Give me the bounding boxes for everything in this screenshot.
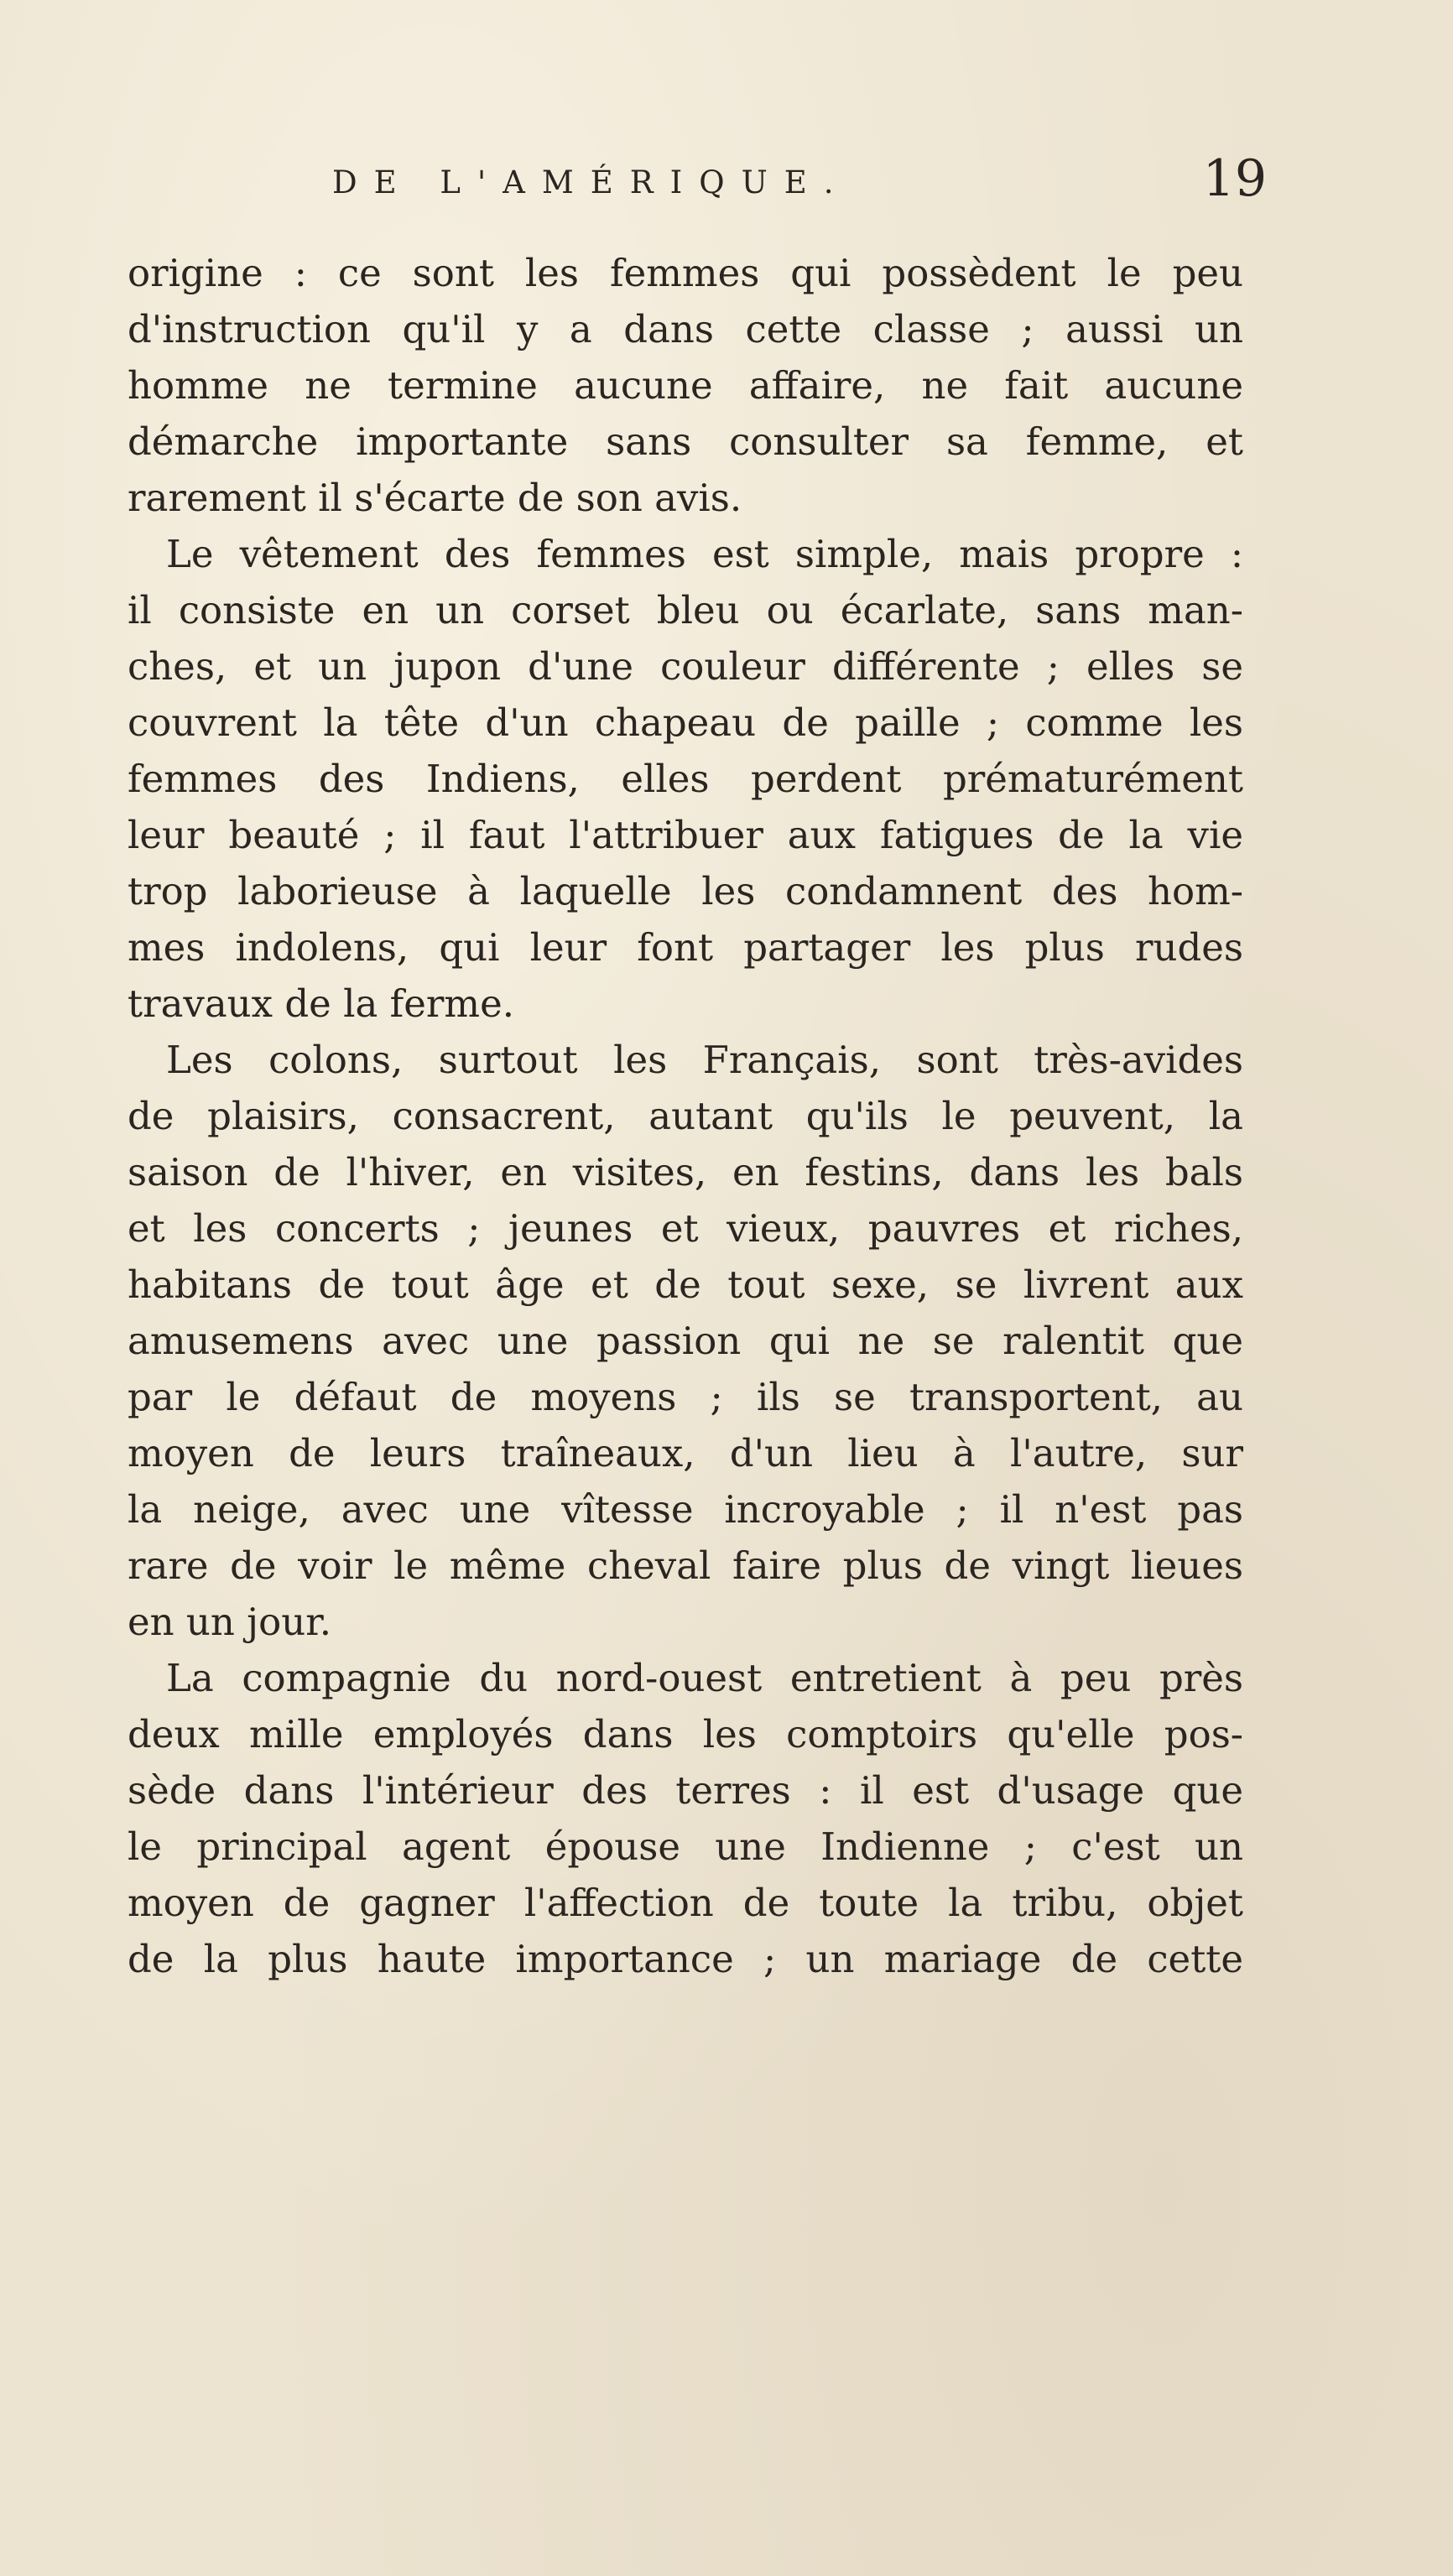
body-text — [128, 245, 1243, 1987]
running-head: DE L'AMÉRIQUE. — [332, 164, 851, 200]
text-line: leur beauté ; il faut l'attribuer aux fatigues de la vie — [128, 813, 1243, 857]
text-line: rare de voir le même cheval faire plus de vingt lieues — [128, 1543, 1243, 1588]
text-line: d'instruction qu'il y a dans cette classe ; aussi un — [128, 307, 1243, 351]
text-line: par le défaut de moyens ; ils se transportent, au — [128, 1375, 1243, 1419]
text-line: amusemens avec une passion qui ne se ralentit que — [128, 1319, 1243, 1363]
paragraph-first-line: La compagnie du nord-ouest entretient à peu près — [166, 1656, 1243, 1700]
text-line: le principal agent épouse une Indienne ; c'est un — [128, 1824, 1243, 1869]
text-line: mes indolens, qui leur font partager les plus rudes — [128, 925, 1243, 970]
paragraph-first-line: Le vêtement des femmes est simple, mais propre : — [166, 532, 1243, 576]
text-line: rarement il s'écarte de son avis. — [128, 476, 742, 520]
text-line: et les concerts ; jeunes et vieux, pauvres et riches, — [128, 1206, 1243, 1251]
text-line: en un jour. — [128, 1600, 332, 1644]
text-line: sède dans l'intérieur des terres : il est d'usage que — [128, 1768, 1243, 1813]
text-line: de plaisirs, consacrent, autant qu'ils le peuvent, la — [128, 1094, 1243, 1138]
text-line: travaux de la ferme. — [128, 981, 515, 1026]
text-line: origine : ce sont les femmes qui possèdent le peu — [128, 251, 1243, 295]
text-line: la neige, avec une vîtesse incroyable ; il n'est pas — [128, 1487, 1243, 1532]
paragraph-first-line: Les colons, surtout les Français, sont très-avides — [166, 1038, 1243, 1082]
text-line: il consiste en un corset bleu ou écarlate, sans man- — [128, 588, 1243, 632]
page-number: 19 — [1202, 149, 1267, 208]
text-line: femmes des Indiens, elles perdent prématurément — [128, 757, 1243, 801]
text-line: moyen de leurs traîneaux, d'un lieu à l'autre, sur — [128, 1431, 1243, 1475]
text-line: deux mille employés dans les comptoirs qu'elle pos- — [128, 1712, 1243, 1756]
text-line: homme ne termine aucune affaire, ne fait aucune — [128, 363, 1243, 408]
text-line: saison de l'hiver, en visites, en festins, dans les bals — [128, 1150, 1243, 1194]
text-line: de la plus haute importance ; un mariage de cette — [128, 1937, 1243, 1981]
text-line: démarche importante sans consulter sa femme, et — [128, 419, 1243, 464]
text-line: moyen de gagner l'affection de toute la tribu, objet — [128, 1881, 1243, 1925]
text-line: habitans de tout âge et de tout sexe, se livrent aux — [128, 1262, 1243, 1307]
text-line: ches, et un jupon d'une couleur différente ; elles se — [128, 644, 1243, 689]
text-line: trop laborieuse à laquelle les condamnent des hom- — [128, 869, 1243, 913]
text-line: couvrent la tête d'un chapeau de paille ; comme les — [128, 700, 1243, 745]
